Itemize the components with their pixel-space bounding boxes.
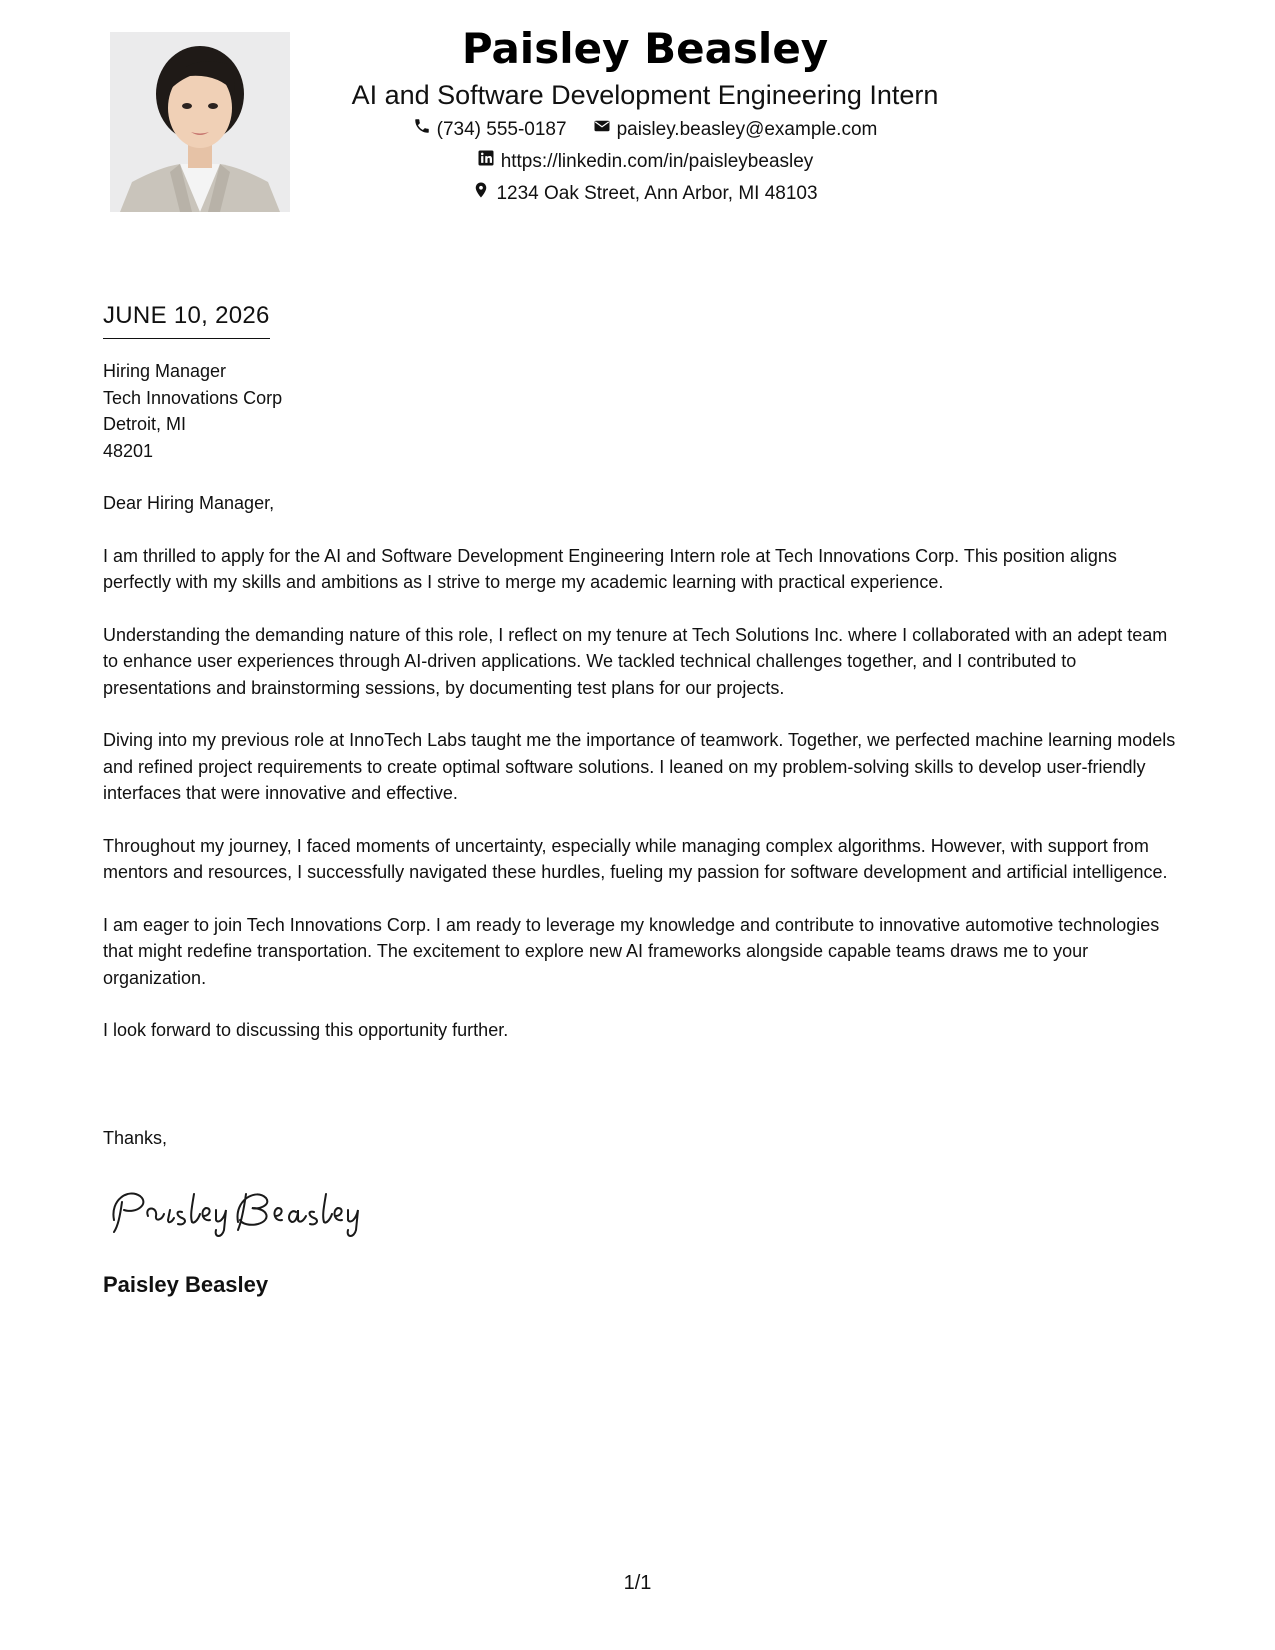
recipient-zip: 48201 <box>103 440 154 461</box>
recipient-company: Tech Innovations Corp <box>103 387 283 408</box>
phone-number[interactable]: (734) 555-0187 <box>436 119 567 140</box>
paragraph: Understanding the demanding nature of this role, I reflect on my tenure at Tech Solutions Inc. where I collaborated with an adept team to enhance user experiences through AI-driven applications. We tackled technical challenges together, and I contributed to presentations and brainstorming sessions, by documenting test plans for our projects. <box>103 624 1168 698</box>
salutation: Dear Hiring Manager, <box>103 493 275 513</box>
paragraph: I am thrilled to apply for the AI and Software Development Engineering Intern role at Tech Innovations Corp. This position aligns perfectly with my skills and ambitions as I strive to merge my academic learning with practical experience. <box>103 545 1117 592</box>
closing: Thanks, <box>103 1128 168 1148</box>
contact-row-phone-email <box>300 114 990 146</box>
signer-name: Paisley Beasley <box>103 1272 269 1297</box>
linkedin-icon <box>477 146 495 178</box>
phone-icon <box>413 114 431 146</box>
recipient-name: Hiring Manager <box>103 361 227 381</box>
paragraph: I am eager to join Tech Innovations Corp. I am ready to leverage my knowledge and contribute to innovative automotive technologies that might redefine transportation. The excitement to explore new AI frameworks alongside capable teams draws me to your organization. <box>103 914 1160 988</box>
recipient-block <box>103 358 1178 464</box>
profile-photo <box>110 32 290 212</box>
applicant-title: AI and Software Development Engineering Intern <box>351 80 939 110</box>
contact-row-linkedin <box>300 146 990 178</box>
map-pin-icon <box>472 178 490 210</box>
linkedin-link[interactable]: https://linkedin.com/in/paisleybeasley <box>500 151 814 172</box>
letter-header <box>300 20 990 210</box>
letter-date: JUNE 10, 2026 <box>103 300 270 339</box>
envelope-icon <box>593 114 611 146</box>
recipient-city: Detroit, MI <box>103 414 187 434</box>
paragraph: Diving into my previous role at InnoTech Labs taught me the importance of teamwork. Together, we perfected machine learning models and refined project requirements to create optimal software solutions. I leaned on my problem-solving skills to develop user-friendly interfaces that were innovative and effective. <box>103 730 1176 803</box>
handwritten-signature <box>106 1180 366 1240</box>
paragraph: Throughout my journey, I faced moments of uncertainty, especially while managing complex algorithms. However, with support from mentors and resources, I successfully navigated these hurdles, fueling my passion for software development and artificial intelligence. <box>103 835 1168 882</box>
applicant-name: Paisley Beasley <box>461 24 829 73</box>
letter-body <box>103 358 1178 1070</box>
mailing-address: 1234 Oak Street, Ann Arbor, MI 48103 <box>496 183 818 204</box>
contact-row-address <box>300 178 990 210</box>
page-indicator: 1/1 <box>623 1572 652 1594</box>
paragraph: I look forward to discussing this opportunity further. <box>103 1020 509 1040</box>
email-address[interactable]: paisley.beasley@example.com <box>616 119 878 140</box>
